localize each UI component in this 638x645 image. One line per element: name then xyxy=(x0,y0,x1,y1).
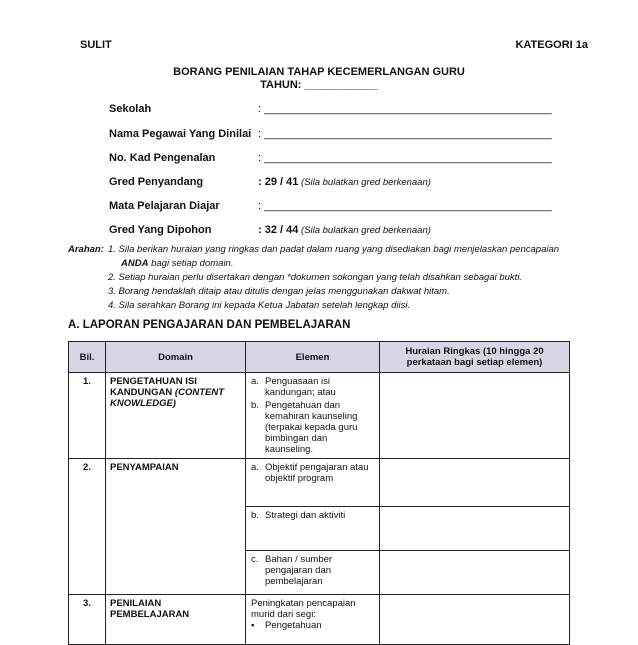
elemen-mark: b. xyxy=(251,510,259,521)
gred-dipohon-options: : 32 / 44 xyxy=(258,224,299,236)
huraian-cell[interactable] xyxy=(380,595,570,645)
elemen-mark: a. xyxy=(251,462,259,473)
elemen-mark: b. xyxy=(251,400,259,411)
elemen-mark: c. xyxy=(251,554,259,565)
col-header-bil: Bil. xyxy=(69,342,106,373)
row-bil: 2. xyxy=(69,459,106,595)
arahan-item-2: 2. Setiap huraian perlu disertakan dengan *dokumen sokongan yang telah disahkan sebagai bukti. xyxy=(108,272,523,283)
row-bil: 3. xyxy=(69,595,106,645)
col-header-huraian: Huraian Ringkas (10 hingga 20 perkataan bagi setiap elemen) xyxy=(380,342,570,373)
field-label-mata-pelajaran: Mata Pelajaran Diajar xyxy=(109,200,220,212)
arahan-item-1-rest: bagi setiap domain. xyxy=(148,258,234,269)
field-value-mata-pelajaran[interactable]: : _______________________________________________ xyxy=(258,200,552,212)
gred-dipohon-note: (Sila bulatkan gred berkenaan) xyxy=(298,225,431,236)
table-row xyxy=(69,595,570,645)
arahan-item-4: 4. Sila serahkan Borang ini kepada Ketua Jabatan setelah lengkap diisi. xyxy=(108,300,411,311)
header-category: KATEGORI 1a xyxy=(515,39,588,51)
huraian-cell[interactable] xyxy=(380,373,570,459)
row-bil: 1. xyxy=(69,373,106,459)
gred-penyandang-options: : 29 / 41 xyxy=(258,176,299,188)
row-elemen xyxy=(246,551,380,595)
field-value-sekolah[interactable]: : _______________________________________________ xyxy=(258,103,552,115)
bullet-mark: ▪ xyxy=(251,620,255,631)
row-domain xyxy=(106,373,246,459)
col-header-domain: Domain xyxy=(106,342,246,373)
elemen-item xyxy=(251,462,374,484)
elemen-item xyxy=(251,376,374,398)
laporan-table xyxy=(68,341,570,645)
form-year: TAHUN: ____________ xyxy=(260,79,378,91)
field-value-ic[interactable]: : _______________________________________________ xyxy=(258,152,552,164)
huraian-cell[interactable] xyxy=(380,551,570,595)
table-row xyxy=(69,459,570,507)
table-header-row xyxy=(69,342,570,373)
elemen-item xyxy=(251,510,374,521)
elemen-text: Bahan / sumber pengajaran dan pembelajaran xyxy=(265,554,333,587)
field-value-gred-dipohon[interactable] xyxy=(258,224,431,236)
elemen-text: Penguasaan isi kandungan; atau xyxy=(265,376,336,398)
row-elemen xyxy=(246,595,380,645)
domain-italic-text: (CONTENT KNOWLEDGE) xyxy=(110,387,224,409)
field-label-gred-penyandang: Gred Penyandang xyxy=(109,176,204,188)
arahan-anda: ANDA xyxy=(121,258,149,269)
row-elemen xyxy=(246,459,380,507)
elemen-text: Pengetahuan dan kemahiran kaunseling (terpakai kepada guru bimbingan dan kaunseling. xyxy=(265,400,358,455)
elemen-text: Strategi dan aktiviti xyxy=(265,510,346,521)
field-label-sekolah: Sekolah xyxy=(109,103,152,115)
row-domain: PENYAMPAIAN xyxy=(106,459,246,595)
huraian-cell[interactable] xyxy=(380,507,570,551)
form-title: BORANG PENILAIAN TAHAP KECEMERLANGAN GURU xyxy=(173,66,465,78)
col-header-elemen: Elemen xyxy=(246,342,380,373)
row-elemen xyxy=(246,373,380,459)
elemen-mark: a. xyxy=(251,376,259,387)
field-label-nama: Nama Pegawai Yang Dinilai xyxy=(109,128,252,140)
field-label-ic: No. Kad Pengenalan xyxy=(109,152,216,164)
elemen-text: Pengetahuan xyxy=(265,620,322,631)
elemen-item xyxy=(251,400,374,455)
arahan-item-3: 3. Borang hendaklah ditaip atau ditulis dengan jelas menggunakan dakwat hitam. xyxy=(108,286,450,297)
elemen-item xyxy=(251,554,374,587)
gred-penyandang-note: (Sila bulatkan gred berkenaan) xyxy=(298,177,431,188)
arahan-label: Arahan: xyxy=(68,244,104,255)
domain-text: PENGETAHUAN ISI KANDUNGAN xyxy=(110,376,197,398)
section-a-heading: A. LAPORAN PENGAJARAN DAN PEMBELAJARAN xyxy=(68,319,351,331)
field-value-nama[interactable]: : _______________________________________________ xyxy=(258,128,552,140)
field-value-gred-penyandang[interactable] xyxy=(258,176,431,188)
row-domain: PENILAIAN PEMBELAJARAN xyxy=(106,595,246,645)
huraian-cell[interactable] xyxy=(380,459,570,507)
elemen-text: Objektif pengajaran atau objektif program xyxy=(265,462,369,484)
elemen-item xyxy=(251,620,374,631)
header-classification: SULIT xyxy=(80,39,112,51)
field-label-gred-dipohon: Gred Yang Dipohon xyxy=(109,224,212,236)
elemen-intro: Peningkatan pencapaian murid dari segi: xyxy=(251,598,356,620)
arahan-item-1: 1. Sila berikan huraian yang ringkas dan padat dalam ruang yang disediakan bagi menjelaskan pencapaian xyxy=(108,244,560,255)
table-row xyxy=(69,373,570,459)
row-elemen xyxy=(246,507,380,551)
